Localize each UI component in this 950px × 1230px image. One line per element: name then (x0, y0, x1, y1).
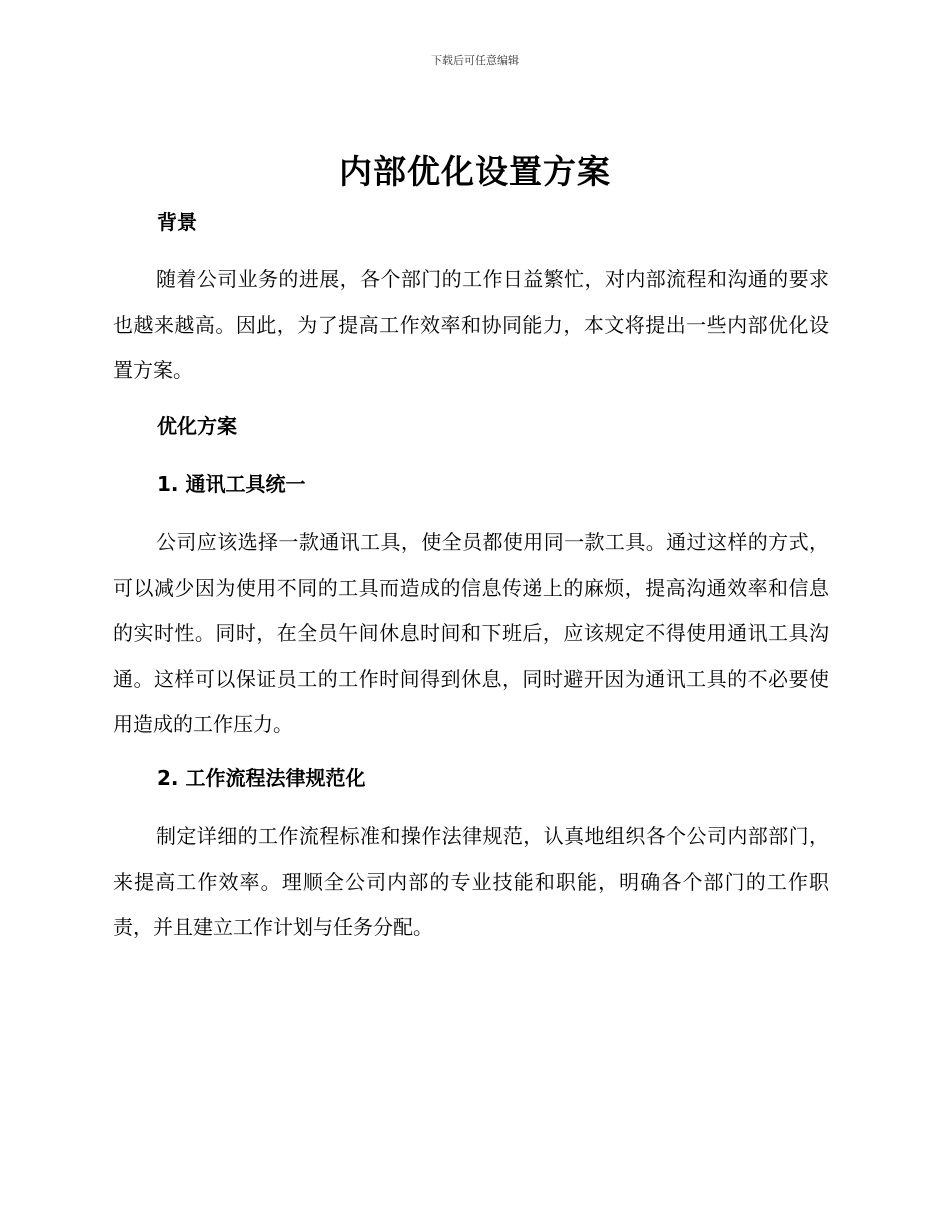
subsection-heading-workflow-standardization: 2. 工作流程法律规范化 (157, 766, 366, 790)
communication-tools-paragraph: 公司应该选择一款通讯工具，使全员都使用同一款工具。通过这样的方式，可以减少因为使用不同的工具而造成的信息传递上的麻烦，提高沟通效率和信息的实时性。同时，在全员午间休息时间和下班后，应该规定不得使用通讯工具沟通。这样可以保证员工的工作时间得到休息，同时避开因为通讯工具的不必要使用造成的工作压力。 (113, 530, 829, 736)
page-header-note: 下载后可任意编辑 (431, 54, 519, 67)
background-paragraph: 随着公司业务的进展，各个部门的工作日益繁忙，对内部流程和沟通的要求也越来越高。因此，为了提高工作效率和协同能力，本文将提出一些内部优化设置方案。 (113, 267, 829, 382)
document-title: 内部优化设置方案 (339, 152, 611, 191)
workflow-standardization-paragraph: 制定详细的工作流程标准和操作法律规范，认真地组织各个公司内部部门，来提高工作效率。理顺全公司内部的专业技能和职能，明确各个部门的工作职责，并且建立工作计划与任务分配。 (113, 824, 829, 939)
section-heading-plan: 优化方案 (157, 414, 237, 438)
section-heading-background: 背景 (157, 210, 197, 234)
subsection-heading-communication-tools: 1. 通讯工具统一 (157, 472, 306, 496)
